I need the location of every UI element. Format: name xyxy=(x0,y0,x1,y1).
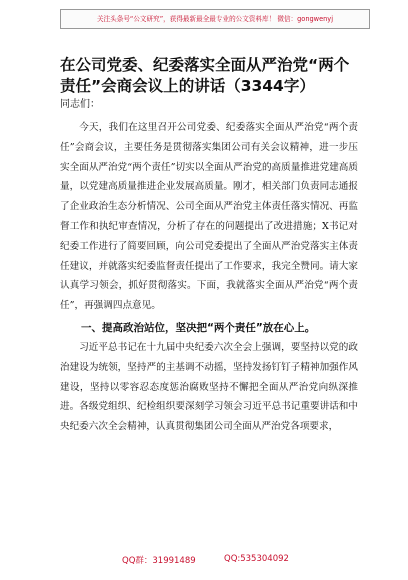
footer-qq-group: QQ群：31991489 xyxy=(122,556,196,566)
body-paragraph: 习近平总书记在十九届中央纪委六次全会上强调，要坚持以党的政治建设为统领，坚持严的主基调不动摇，坚持发扬钉钉子精神加强作风建设，坚持以零容忍态度惩治腐败坚持不懈把全面从严治党向纵深推进。各级党组织、纪检组织要深刻学习领会习近平总书记重要讲话和中央纪委六次全会精神，认真贯彻集团公司全面从严治党各项要求， xyxy=(60,341,358,433)
footer xyxy=(0,552,408,568)
salutation: 同志们： xyxy=(60,99,100,110)
document-body xyxy=(60,118,358,437)
body-paragraph: 今天，我们在这里召开公司党委、纪委落实全面从严治党“两个责任”会商会议，主要任务是贯彻落实集团公司有关会议精神，进一步压实全面从严治党“两个责任”切实以全面从严治党的高质量推进党建高质量，以党建高质量推进企业发展高质量。刚才，相关部门负责同志通报了企业政治生态分析情况、公司全面从严治党主体责任落实情况、再监督工作和执纪审查情况，分析了存在的问题提出了改进措施；X书记对纪委工作进行了简要回顾，向公司党委提出了全面从严治党落实主体责任建议，并就落实纪委监督责任提出了工作要求，我完全赞同。请大家认真学习领会，抓好贯彻落实。下面，我就落实全面从严治党“两个责任”，再强调四点意见。 xyxy=(60,122,358,312)
footer-qq-number: QQ:535304092 xyxy=(224,554,289,564)
header-banner: 关注头条号“公文研究”，获得最新最全最专业的公文资料库！ 微信：gongwenyj xyxy=(60,9,370,29)
section-heading: 一、提高政治站位，坚决把“两个责任”放在心上。 xyxy=(81,321,316,334)
document-title: 在公司党委、纪委落实全面从严治党“两个责任”会商会议上的讲话（3344字） xyxy=(60,56,350,95)
